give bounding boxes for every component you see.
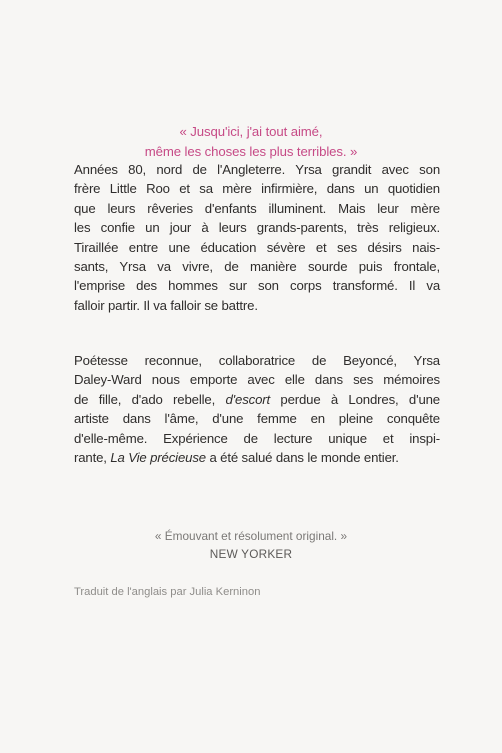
text-segment: a été salué dans le monde entier.: [205, 450, 399, 466]
text-line: d'elle-même. Expérience de lecture unique et inspi-: [74, 430, 440, 446]
author-paragraph: [74, 351, 440, 467]
press-quote-text: « Émouvant et résolument original. »: [154, 529, 348, 543]
text-line: Tiraillée entre une éducation sévère et ses désirs nais-: [74, 239, 440, 255]
text-line: frère Little Roo et sa mère infirmière, dans un quotidien: [74, 181, 440, 197]
synopsis-paragraph: [74, 160, 440, 315]
text-line: artiste dans l'âme, d'une femme en pleine conquête: [74, 411, 440, 427]
text-line: sants, Yrsa va vivre, de manière sourde puis frontale,: [74, 259, 440, 275]
text-line: Poétesse reconnue, collaboratrice de Beyoncé, Yrsa: [74, 353, 440, 368]
book-title: La Vie précieuse: [110, 450, 206, 466]
text-line: falloir partir. Il va falloir se battre.: [74, 297, 258, 313]
text-segment: rante,: [74, 450, 111, 466]
text-line: l'emprise des hommes sur son corps transformé. Il va: [74, 278, 440, 294]
italic-term: d'escort: [225, 391, 271, 407]
press-quote: [0, 527, 502, 563]
text-line: [74, 448, 440, 467]
text-line: Daley-Ward nous emporte avec elle dans ses mémoires: [74, 372, 440, 388]
text-line: [74, 390, 440, 409]
text-line: les confie un jour à leurs grands-parents, très religieux.: [74, 220, 440, 236]
translator-credit: Traduit de l'anglais par Julia Kerninon: [74, 586, 261, 598]
text-line: Années 80, nord de l'Angleterre. Yrsa grandit avec son: [74, 162, 440, 177]
epigraph-quote: [0, 122, 502, 162]
press-quote-source: NEW YORKER: [209, 547, 293, 561]
epigraph-line-1: « Jusqu'ici, j'ai tout aimé,: [179, 124, 323, 139]
text-line: que leurs rêveries d'enfants illuminent. Mais leur mère: [74, 200, 440, 216]
text-segment: perdue à Londres, d'une: [270, 391, 440, 407]
epigraph-line-2: même les choses les plus terribles. »: [144, 144, 358, 159]
text-segment: de fille, d'ado rebelle,: [74, 391, 226, 407]
